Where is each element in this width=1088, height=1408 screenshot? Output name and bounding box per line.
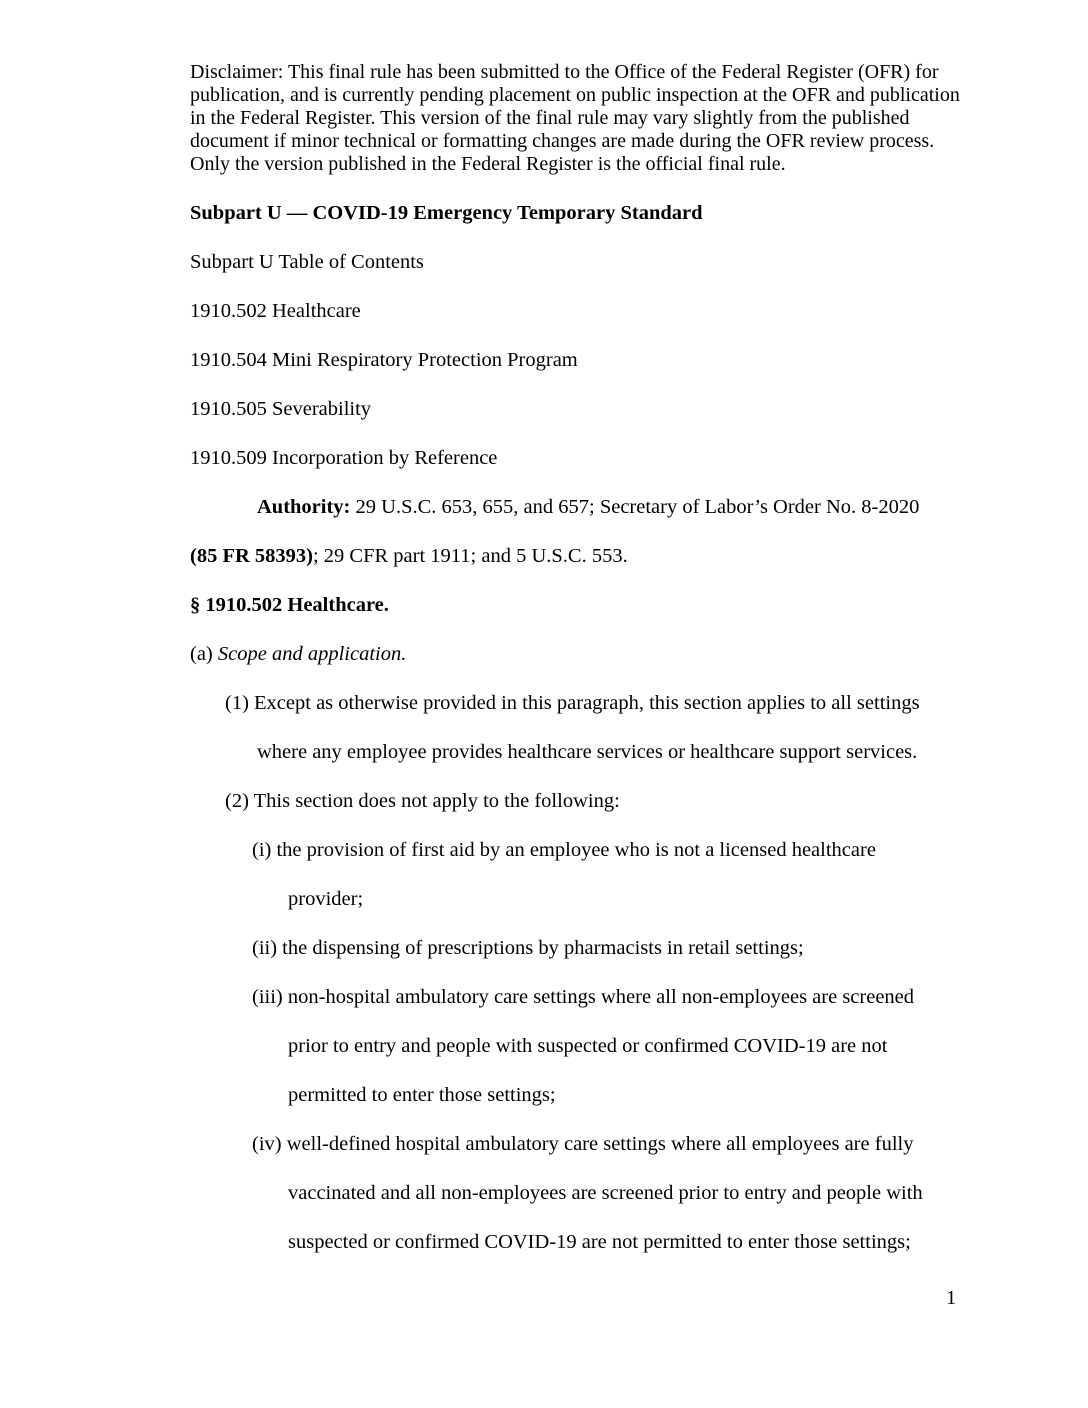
list-line-2-iii: (iii) non-hospital ambulatory care settings where all non-employees are screened: [252, 986, 915, 1008]
disclaimer-line: publication, and is currently pending placement on public inspection at the OFR and publication: [190, 84, 960, 106]
authority-line-2: [190, 532, 923, 581]
toc-entry-1910-502: 1910.502 Healthcare: [190, 300, 361, 322]
authority-citation: 29 U.S.C. 653, 655, and 657; Secretary of Labor’s Order No. 8-2020: [350, 496, 920, 518]
toc-entry-1910-504: 1910.504 Mini Respiratory Protection Program: [190, 349, 578, 371]
list-line-2: (2) This section does not apply to the following:: [225, 790, 620, 812]
list-line-2-iii-cont: permitted to enter those settings;: [288, 1084, 556, 1106]
disclaimer-line: Disclaimer: This final rule has been submitted to the Office of the Federal Register (OFR) for: [190, 61, 939, 83]
paragraph-a-heading: [190, 630, 923, 679]
disclaimer-line: Only the version published in the Federal Register is the official final rule.: [190, 153, 786, 175]
list-line-2-i: (i) the provision of first aid by an employee who is not a licensed healthcare: [252, 839, 876, 861]
page-number: 1: [946, 1287, 957, 1309]
list-line-2-i-cont: provider;: [288, 888, 364, 910]
document-body: [190, 189, 923, 1267]
subpart-heading: Subpart U — COVID-19 Emergency Temporary Standard: [190, 202, 703, 224]
authority-fr-citation: (85 FR 58393): [190, 545, 313, 567]
section-heading: § 1910.502 Healthcare.: [190, 594, 389, 616]
authority-line-1: [190, 483, 923, 532]
toc-entry-1910-509: 1910.509 Incorporation by Reference: [190, 447, 498, 469]
list-line-1-cont: where any employee provides healthcare services or healthcare support services.: [257, 741, 918, 763]
list-line-1: (1) Except as otherwise provided in this paragraph, this section applies to all settings: [225, 692, 920, 714]
authority-label: Authority:: [257, 496, 351, 518]
paragraph-a-marker: (a): [190, 643, 218, 665]
toc-entry-1910-505: 1910.505 Severability: [190, 398, 372, 420]
list-line-2-iv-cont: suspected or confirmed COVID-19 are not permitted to enter those settings;: [288, 1231, 911, 1253]
authority-citation-rest: ; 29 CFR part 1911; and 5 U.S.C. 553.: [312, 545, 628, 567]
toc-title: Subpart U Table of Contents: [190, 251, 424, 273]
disclaimer-line: document if minor technical or formatting changes are made during the OFR review process.: [190, 130, 935, 152]
list-line-2-iv: (iv) well-defined hospital ambulatory care settings where all employees are fully: [252, 1133, 914, 1155]
disclaimer-line: in the Federal Register. This version of the final rule may vary slightly from the published: [190, 107, 910, 129]
list-line-2-ii: (ii) the dispensing of prescriptions by pharmacists in retail settings;: [252, 937, 804, 959]
paragraph-a-title: Scope and application.: [217, 643, 407, 665]
list-line-2-iv-cont: vaccinated and all non-employees are screened prior to entry and people with: [288, 1182, 923, 1204]
list-line-2-iii-cont: prior to entry and people with suspected or confirmed COVID-19 are not: [288, 1035, 888, 1057]
disclaimer-block: [190, 61, 960, 176]
